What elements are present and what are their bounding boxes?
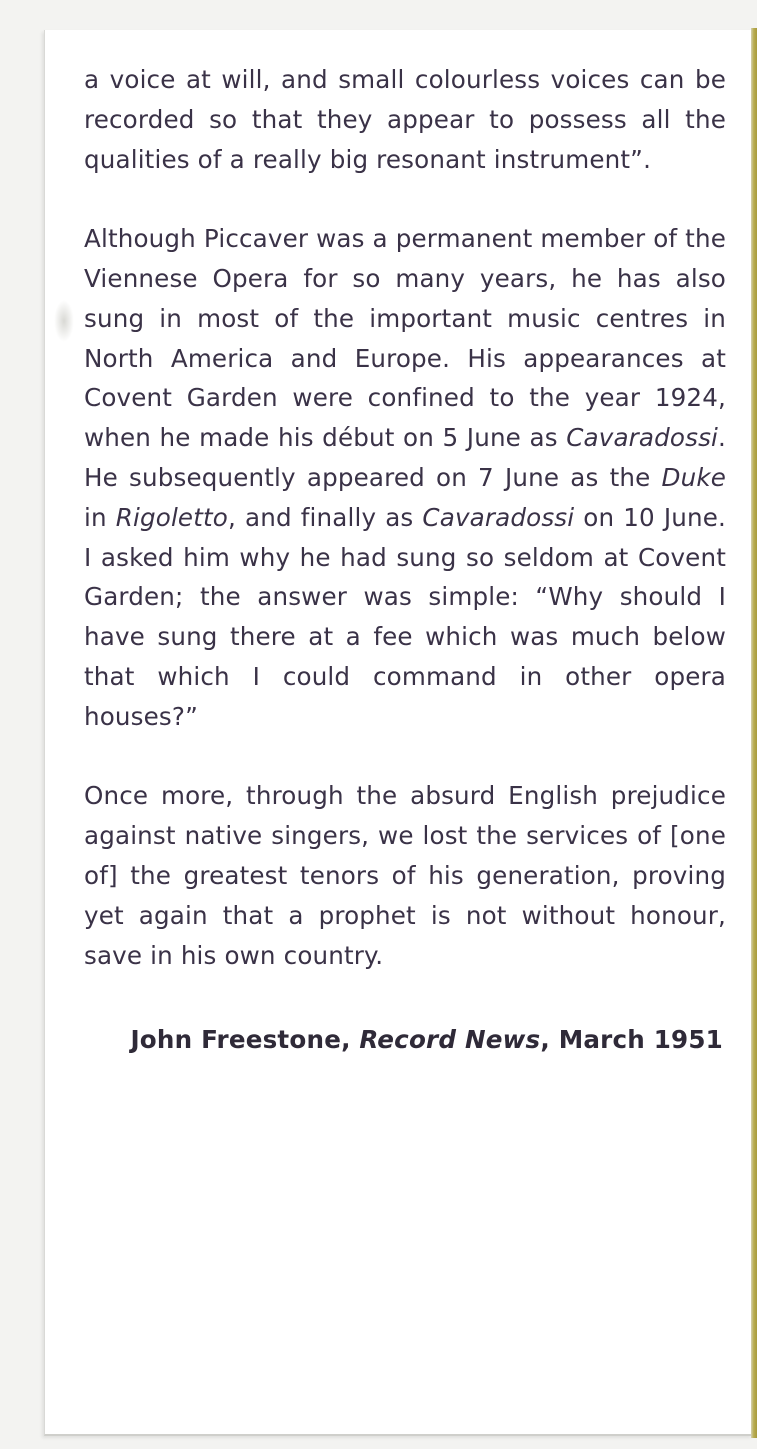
attribution-author: John Freestone, — [130, 1025, 360, 1054]
role-name: Duke — [661, 462, 726, 492]
paragraph-text: Once more, through the absurd English prejudice against native singers, we lost the services of [one of] the greatest tenors of his generation, proving yet again that a prophet is not without honour, save in his own country. — [84, 781, 726, 970]
paragraph-text: on 10 June. I asked him why he had sung so seldom at Covent Garden; the answer was simple: “Why should I have sung there at a fee which was much below that which I could command in other opera houses?” — [84, 502, 726, 731]
attribution-date: , March 1951 — [540, 1025, 723, 1054]
paragraph-text: . He subsequently appeared on 7 June as the — [84, 423, 726, 492]
paragraph-text: in — [84, 502, 116, 532]
scan-speck — [54, 300, 74, 342]
cover-edge-strip — [751, 28, 757, 1438]
paragraph-career — [84, 219, 726, 736]
attribution-line — [84, 1020, 723, 1060]
role-name: Cavaradossi — [422, 502, 575, 532]
paragraph-text: a voice at will, and small colourless voices can be recorded so that they appear to possess all the qualities of a really big resonant instrument”. — [84, 65, 726, 174]
paragraph-quote-end — [84, 60, 726, 179]
article-body — [84, 60, 726, 975]
attribution-publication: Record News — [359, 1025, 541, 1054]
opera-title: Rigoletto — [115, 502, 228, 532]
paragraph-text: Although Piccaver was a permanent member of the Viennese Opera for so many years, he has also sung in most of the important music centres in North America and Europe. His appearances at Covent Garden were confined to the year 1924, when he made his début on 5 June as — [84, 224, 726, 453]
paragraph-conclusion — [84, 776, 726, 975]
paragraph-text: , and finally as — [228, 502, 423, 532]
role-name: Cavaradossi — [566, 423, 719, 453]
